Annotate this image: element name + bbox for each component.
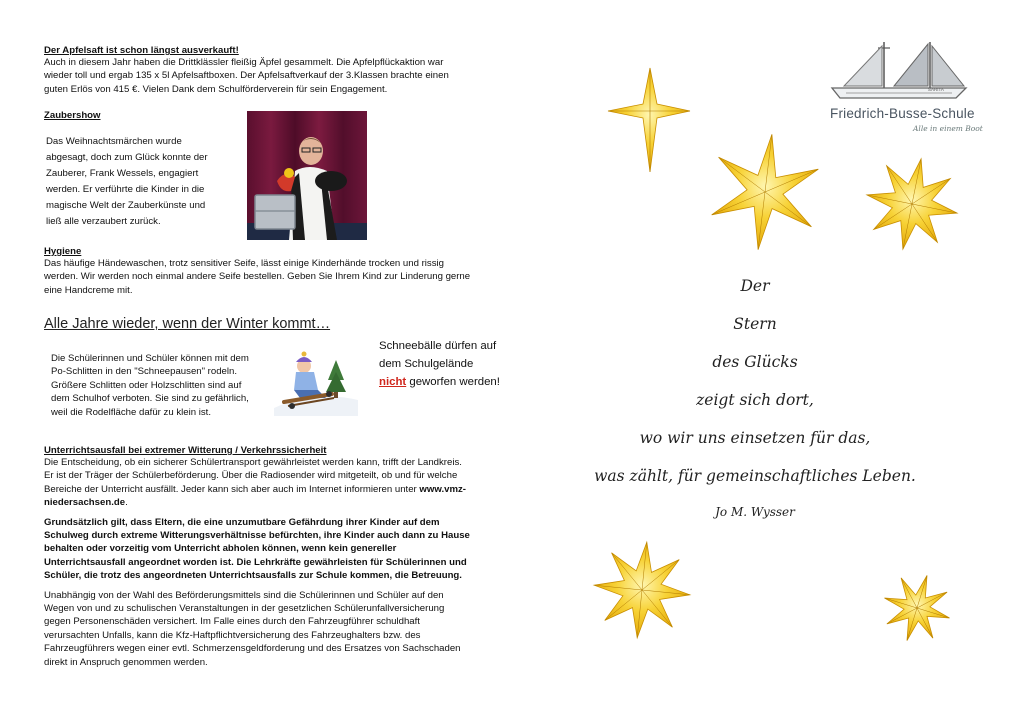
star-icon bbox=[712, 134, 819, 249]
unterricht-bold-line: Grundsätzlich gilt, dass Eltern, die eine unzumutbare Gefährdung ihrer Kinder auf dem bbox=[44, 516, 440, 528]
unterricht-line: Er ist der Träger der Schülerbeförderung. Über die Radiosender wird mitgeteilt, ob und für welche bbox=[44, 470, 458, 482]
poem-line-4: zeigt sich dort, bbox=[696, 391, 814, 409]
zaubershow-line: ließ alle verzaubert zurück. bbox=[46, 216, 161, 227]
poem-line-1: Der bbox=[740, 277, 770, 295]
winter-line: weil die Rodelfläche dafür zu klein ist. bbox=[51, 406, 211, 418]
winter-line: Po-Schlitten in den "Schneepausen" rodeln. bbox=[51, 366, 238, 378]
unterricht-title: Unterrichtsausfall bei extremer Witterung / Verkehrssicherheit bbox=[44, 445, 327, 456]
unterricht-line: Die Entscheidung, ob ein sicherer Schülertransport gewährleistet werden kann, trifft der Landkreis. bbox=[44, 457, 462, 468]
nicht-emphasis: nicht bbox=[379, 376, 407, 388]
poem-line-2: Stern bbox=[733, 315, 777, 333]
poem-line-3: des Glücks bbox=[712, 353, 798, 371]
unterricht-line: gegen Personenschäden versichert. Im Falle eines durch den Fahrzeugführer schuldhaft bbox=[44, 616, 420, 628]
winter-line: dem Schulhof verboten. Sie sind zu gefährlich, bbox=[51, 393, 249, 405]
star-icon bbox=[594, 542, 690, 638]
school-name: Friedrich-Busse-Schule bbox=[830, 106, 975, 121]
winter-line: Größere Schlitten oder Holzschlitten sind auf bbox=[51, 379, 242, 391]
hygiene-line: werden. Wir werden noch einmal andere Seife bestellen. Geben Sie Ihrem Kind zur Linderung gerne bbox=[44, 271, 471, 283]
zaubershow-line: abgesagt, doch zum Glück konnte der bbox=[46, 152, 208, 163]
star-icon bbox=[885, 576, 950, 641]
school-tagline: Alle in einem Boot bbox=[913, 124, 983, 133]
zaubershow-title: Zaubershow bbox=[44, 110, 101, 121]
hygiene-line: eine Handcreme mit. bbox=[44, 284, 133, 296]
unterricht-line: Fahrzeugführers wegen einer evtl. Schmerzensgeldforderung und des Ersatzes von Sachschaden bbox=[44, 643, 461, 655]
unterricht-line: Wegen von und zu schulischen Veranstaltungen in der gesetzlichen Schülerunfallversicherung bbox=[44, 603, 445, 615]
zaubershow-line: magische Welt der Zauberkünste und bbox=[46, 200, 206, 211]
unterricht-line3-text: Bereiche der Unterricht ausfällt. Jeder kann sich aber auch im Internet informieren unter bbox=[44, 483, 420, 495]
poem-author: Jo M. Wysser bbox=[715, 505, 795, 519]
boat-name: SARITA bbox=[928, 87, 944, 92]
snowball-line: Schneebälle dürfen auf bbox=[379, 340, 497, 352]
unterricht-line: direkt in Anspruch genommen werden. bbox=[44, 656, 208, 668]
unterricht-bold-line: behalten oder vorzeitig vom Unterricht abholen können, wenn kein genereller bbox=[44, 543, 397, 555]
hygiene-title: Hygiene bbox=[44, 246, 82, 257]
poem-line-5: wo wir uns einsetzen für das, bbox=[639, 429, 871, 447]
zaubershow-line: werden. Er verführte die Kinder in die bbox=[46, 184, 205, 195]
unterricht-bold-line: Unterrichtsausfall angeordnet worden ist. Die Lehrkräfte gewährleisten für Schülerinnen und bbox=[44, 556, 467, 568]
vmz-link[interactable]: www.vmz- bbox=[419, 483, 466, 495]
hygiene-line: Das häufige Händewaschen, trotz sensitiver Seife, lässt einige Kinderhände trocken und rissig bbox=[44, 258, 444, 269]
snowball-line: dem Schulgelände bbox=[379, 358, 474, 370]
winter-heading: Alle Jahre wieder, wenn der Winter kommt… bbox=[44, 316, 331, 332]
unterricht-line: verursachten Unfalls, kann die Kfz-Haftpflichtversicherung des Fahrzeughalters bzw. des bbox=[44, 629, 421, 641]
apfelsaft-line: Auch in diesem Jahr haben die Drittklässler fleißig Äpfel gesammelt. Die Apfelpflückaktion war bbox=[44, 57, 444, 68]
apfelsaft-line: guten Erlös von 415 €. Vielen Dank dem Schulförderverein für sein Engagement. bbox=[44, 83, 388, 95]
unterricht-bold-line: Schüler, die trotz des angeordneten Unterrichtsausfalls zur Schule kommen, die Betreuung. bbox=[44, 570, 462, 582]
unterricht-bold-line: Schulweg durch extreme Witterungsverhältnisse befürchten, ihre Kinder auch dann zu Hause bbox=[44, 530, 470, 542]
star-icon bbox=[608, 68, 690, 172]
apfelsaft-title: Der Apfelsaft ist schon längst ausverkauft! bbox=[44, 45, 239, 56]
unterricht-line: Unabhängig von der Wahl des Beförderungsmittels sind die Schülerinnen und Schüler auf den bbox=[44, 589, 444, 601]
snowball-line-end: geworfen werden! bbox=[406, 376, 500, 388]
zaubershow-line: Zauberer, Frank Wessels, engagiert bbox=[46, 168, 199, 179]
unterricht-line4-end: . bbox=[125, 497, 128, 509]
zaubershow-line: Das Weihnachtsmärchen wurde bbox=[46, 136, 182, 147]
vmz-link-2[interactable]: niedersachsen.de bbox=[44, 497, 126, 509]
winter-line: Die Schülerinnen und Schüler können mit dem bbox=[51, 353, 249, 364]
poem-line-6: was zählt, für gemeinschaftliches Leben. bbox=[594, 467, 916, 485]
star-icon bbox=[867, 159, 957, 249]
apfelsaft-line: wieder toll und ergab 135 x 5l Apfelsaftboxen. Der Apfelsaftverkauf der 3.Klassen brachte einen bbox=[44, 70, 449, 82]
